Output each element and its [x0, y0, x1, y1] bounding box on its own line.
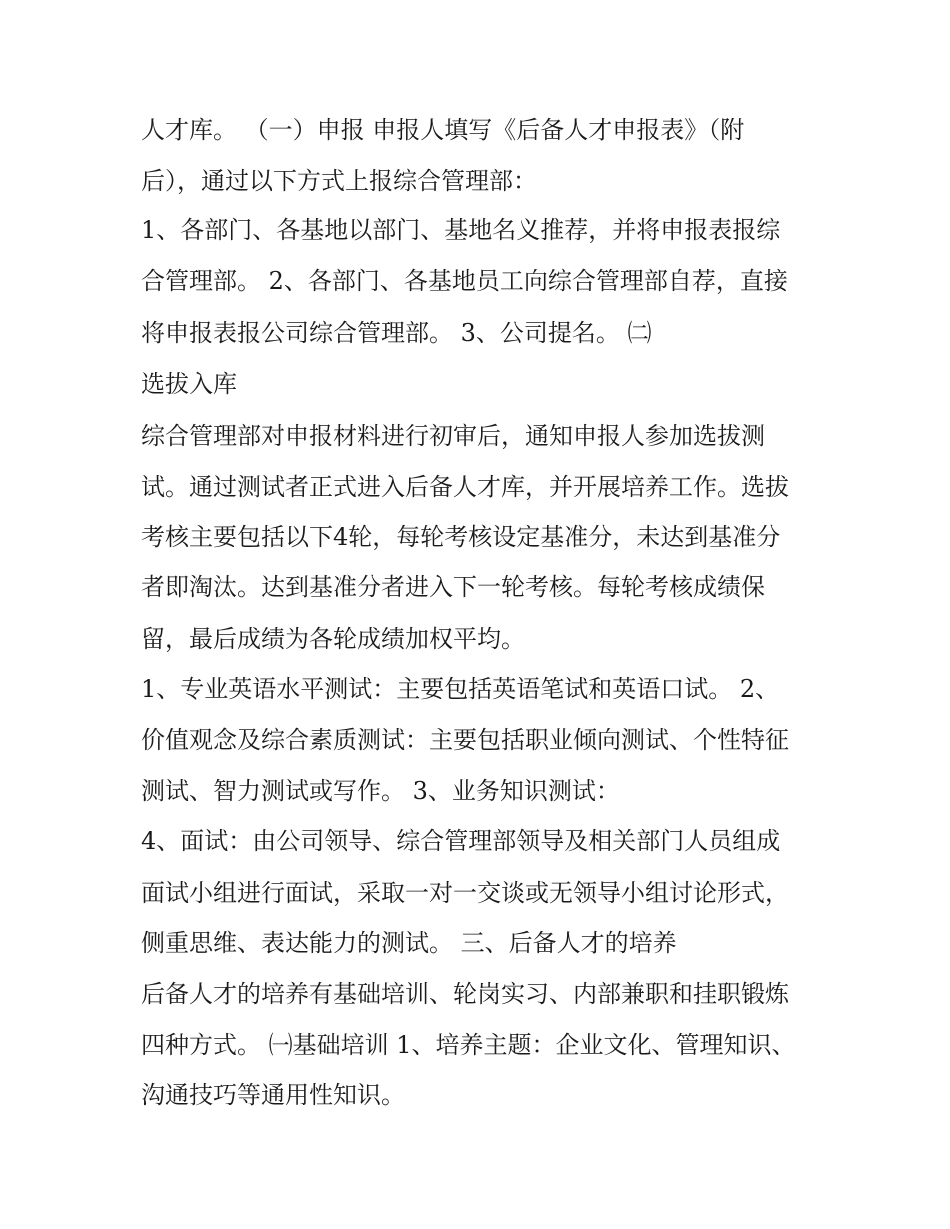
text-line: 将申报表报公司综合管理部。 3、公司提名。 ㈡	[141, 319, 652, 347]
text-line: 试。通过测试者正式进入后备人才库，并开展培养工作。选拔	[141, 473, 789, 501]
text-line: 测试、智力测试或写作。 3、业务知识测试：	[141, 777, 620, 805]
text-line: 沟通技巧等通用性知识。	[141, 1081, 405, 1109]
text-line: 四种方式。 ㈠基础培训 1、培养主题：企业文化、管理知识、	[141, 1031, 796, 1059]
text-line: 面试小组进行面试，采取一对一交谈或无领导小组讨论形式，	[141, 879, 789, 907]
text-line: 选拔入库	[141, 370, 237, 398]
text-line: 4、面试：由公司领导、综合管理部领导及相关部门人员组成	[141, 827, 781, 855]
text-line: 侧重思维、表达能力的测试。 三、后备人才的培养	[141, 929, 677, 957]
text-line: 价值观念及综合素质测试：主要包括职业倾向测试、个性特征	[141, 726, 789, 754]
text-line: 1、各部门、各基地以部门、基地名义推荐，并将申报表报综	[141, 216, 781, 244]
text-line: 考核主要包括以下4轮，每轮考核设定基准分，未达到基准分	[141, 523, 781, 551]
text-line: 者即淘汰。达到基准分者进入下一轮考核。每轮考核成绩保	[141, 573, 765, 601]
text-line: 合管理部。 2、各部门、各基地员工向综合管理部自荐，直接	[141, 267, 788, 295]
text-line: 1、专业英语水平测试：主要包括英语笔试和英语口试。 2、	[141, 675, 780, 703]
text-line: 人才库。 （一）申报 申报人填写《后备人才申报表》（附	[141, 116, 745, 144]
text-line: 留，最后成绩为各轮成绩加权平均。	[141, 625, 525, 653]
text-line: 后备人才的培养有基础培训、轮岗实习、内部兼职和挂职锻炼	[141, 980, 789, 1008]
text-line: 后），通过以下方式上报综合管理部：	[141, 167, 537, 195]
text-line: 综合管理部对申报材料进行初审后，通知申报人参加选拔测	[141, 422, 765, 450]
